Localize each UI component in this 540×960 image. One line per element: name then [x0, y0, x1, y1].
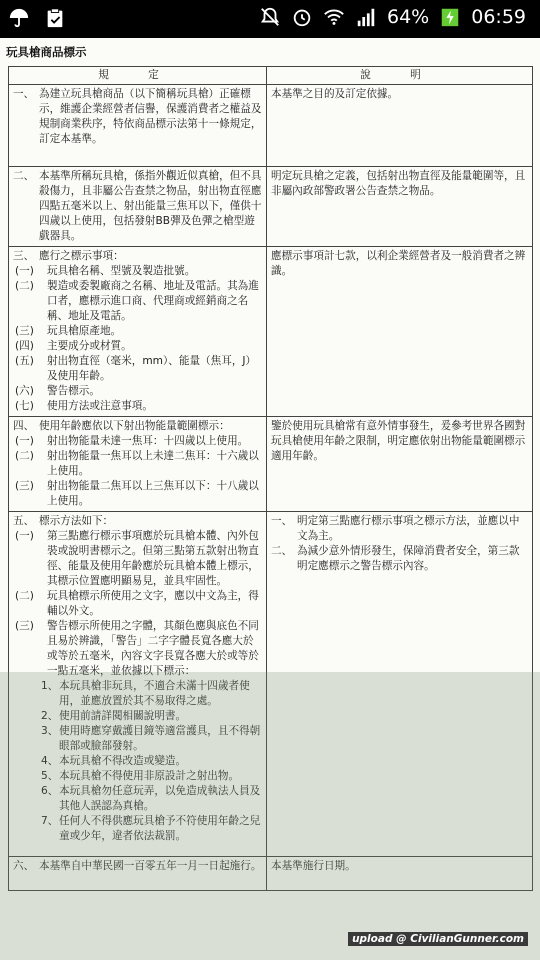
document-title: 玩具槍商品標示 — [6, 45, 87, 59]
status-bar — [0, 0, 540, 38]
wifi-icon — [323, 6, 345, 28]
sub-text: 使用方法或注意事項。 — [47, 400, 153, 412]
note-cell — [267, 512, 533, 857]
sub-item — [13, 399, 262, 414]
rule-text: 本基準自中華民國一百零五年一月一日起施行。 — [39, 860, 262, 872]
table-row — [9, 512, 533, 857]
table-header-row — [9, 67, 533, 85]
rule-cell — [9, 857, 267, 891]
row-number: 三、 — [13, 250, 35, 262]
sub-item — [13, 529, 262, 589]
sub-number: (二) — [15, 450, 34, 462]
battery-charging-icon — [439, 6, 461, 28]
list-item — [13, 784, 262, 814]
status-right — [259, 6, 526, 28]
sub-number: (四) — [15, 340, 34, 352]
sub-item — [13, 324, 262, 339]
rule-cell — [9, 512, 267, 857]
list-item — [13, 709, 262, 724]
item-number: 5、 — [41, 770, 59, 782]
sub-item — [13, 434, 262, 449]
sub-item — [13, 384, 262, 399]
rule-cell — [9, 85, 267, 167]
note-text: 為減少意外情形發生，保障消費者安全，第三款明定應標示之警告標示內容。 — [297, 545, 520, 572]
item-text: 任何人不得供應玩具槍予不符使用年齡之兒童或少年，違者依法裁罰。 — [59, 815, 261, 842]
table-row — [9, 417, 533, 512]
status-left — [8, 7, 66, 29]
sub-text: 射出物直徑（毫米，mm）、能量（焦耳，J）及使用年齡。 — [47, 355, 257, 382]
note-cell: 明定玩具槍之定義，包括射出物直徑及能量範圍等，且非屬內政部警政署公告查禁之物品。 — [267, 167, 533, 247]
item-text: 使用前請詳閱相關說明書。 — [59, 710, 187, 722]
item-number: 2、 — [41, 710, 59, 722]
sub-number: (五) — [15, 355, 34, 367]
sub-text: 主要成分或材質。 — [47, 340, 132, 352]
item-number: 1、 — [41, 680, 59, 692]
rule-text: 為建立玩具槍商品（以下簡稱玩具槍）正確標示，維護企業經營者信譽，保護消費者之權益及規制商業秩序，特依商品標示法第十一條規定，訂定本基準。 — [39, 88, 262, 145]
list-item — [13, 814, 262, 844]
row-number: 二、 — [13, 170, 35, 182]
note-text: 明定第三點應行標示事項之標示方法，並應以中文為主。 — [297, 515, 520, 542]
table-row — [9, 247, 533, 417]
sub-number: (三) — [15, 480, 34, 492]
row-number: 五、 — [13, 515, 35, 527]
sub-text: 製造或委製廠商之名稱、地址及電話。其為進口者，應標示進口商、代理商或經銷商之名稱、地址及電話。 — [47, 280, 259, 322]
row-number: 六、 — [13, 860, 35, 872]
header-note: 說 明 — [267, 67, 533, 85]
item-number: 3、 — [41, 725, 59, 737]
sub-number: (二) — [15, 280, 34, 292]
item-text: 使用時應穿戴護目鏡等適當護具，且不得朝眼部或臉部發射。 — [59, 725, 261, 752]
sub-number: (二) — [15, 590, 34, 602]
sub-number: (七) — [15, 400, 34, 412]
item-text: 本玩具槍不得改造或變造。 — [59, 755, 187, 767]
signal-icon — [355, 6, 377, 28]
note-cell: 應標示事項計七款，以利企業經營者及一般消費者之辨識。 — [267, 247, 533, 417]
item-number: 4、 — [41, 755, 59, 767]
rule-text: 使用年齡應依以下射出物能量範圍標示： — [39, 420, 230, 432]
sub-item — [13, 354, 262, 384]
sub-text: 第三點應行標示事項應於玩具槍本體、內外包裝或說明書標示之。但第三點第五款射出物直徑、能量及使用年齡應於玩具槍本體上標示，其標示位置應明顯易見，並具牢固性。 — [47, 530, 259, 587]
list-item — [13, 679, 262, 709]
alarm-icon — [291, 6, 313, 28]
item-text: 本玩具槍不得使用非原設計之射出物。 — [59, 770, 240, 782]
note-number: 二、 — [271, 545, 293, 557]
sub-number: (三) — [15, 325, 34, 337]
sub-text: 警告標示所使用之字體，其顏色應與底色不同且易於辨識，「警告」二字字體長寬各應大於或等於五毫米，內容文字長寬各應大於或等於一點五毫米，並依據以下標示： — [47, 620, 259, 677]
sub-number: (六) — [15, 385, 34, 397]
list-item — [13, 769, 262, 784]
sub-number: (一) — [15, 265, 34, 277]
sub-text: 玩具槍標示所使用之文字，應以中文為主，得輔以外文。 — [47, 590, 259, 617]
sub-text: 射出物能量未達一焦耳：十四歲以上使用。 — [47, 435, 249, 447]
note-cell: 本基準施行日期。 — [267, 857, 533, 891]
sub-number: (一) — [15, 530, 34, 542]
clipboard-check-icon — [44, 7, 66, 29]
item-text: 本玩具槍勿任意玩弄，以免造成執法人員及其他人誤認為真槍。 — [59, 785, 261, 812]
sub-text: 射出物能量二焦耳以上三焦耳以下：十八歲以上使用。 — [47, 480, 259, 507]
document-page — [0, 38, 540, 960]
sub-item — [13, 339, 262, 354]
sub-item — [13, 279, 262, 324]
mute-icon — [259, 6, 281, 28]
sub-text: 射出物能量一焦耳以上未達二焦耳：十六歲以上使用。 — [47, 450, 259, 477]
rule-cell — [9, 417, 267, 512]
row-number: 一、 — [13, 88, 35, 100]
sub-item — [13, 589, 262, 619]
rule-text: 標示方法如下： — [39, 515, 114, 527]
rule-cell — [9, 247, 267, 417]
table-row — [9, 167, 533, 247]
sub-item — [13, 449, 262, 479]
sub-text: 玩具槍名稱、型號及製造批號。 — [47, 265, 196, 277]
sub-number: (三) — [15, 620, 34, 632]
rule-cell — [9, 167, 267, 247]
umbrella-icon — [8, 7, 30, 29]
sub-item — [13, 619, 262, 679]
rule-text: 應行之標示事項： — [39, 250, 124, 262]
note-number: 一、 — [271, 515, 293, 527]
list-item — [13, 724, 262, 754]
sub-text: 警告標示。 — [47, 385, 100, 397]
sub-item — [13, 479, 262, 509]
sub-item — [13, 264, 262, 279]
row-number: 四、 — [13, 420, 35, 432]
upload-watermark: upload @ CivilianGunner.com — [348, 932, 528, 946]
table-row — [9, 857, 533, 891]
note-cell: 本基準之目的及訂定依據。 — [267, 85, 533, 167]
rule-text: 本基準所稱玩具槍，係指外觀近似真槍，但不具殺傷力，且非屬公告查禁之物品，射出物直徑應四點五毫米以上、射出能量三焦耳以下，僅供十四歲以上使用，包括發射BB彈及色彈之槍型遊戲器具。 — [39, 170, 262, 242]
sub-number: (一) — [15, 435, 34, 447]
note-cell: 鑒於使用玩具槍常有意外情事發生，爰參考世界各國對玩具槍使用年齡之限制，明定應依射出物能量範圍標示適用年齡。 — [267, 417, 533, 512]
item-text: 本玩具槍非玩具，不適合未滿十四歲者使用，並應放置於其不易取得之處。 — [59, 680, 250, 707]
clock: 06:59 — [471, 6, 526, 28]
table-row — [9, 85, 533, 167]
sub-text: 玩具槍原產地。 — [47, 325, 122, 337]
item-number: 6、 — [41, 785, 59, 797]
regulation-table — [8, 66, 533, 891]
header-rule: 規 定 — [9, 67, 267, 85]
item-number: 7、 — [41, 815, 59, 827]
battery-percent: 64% — [387, 6, 430, 28]
list-item — [13, 754, 262, 769]
